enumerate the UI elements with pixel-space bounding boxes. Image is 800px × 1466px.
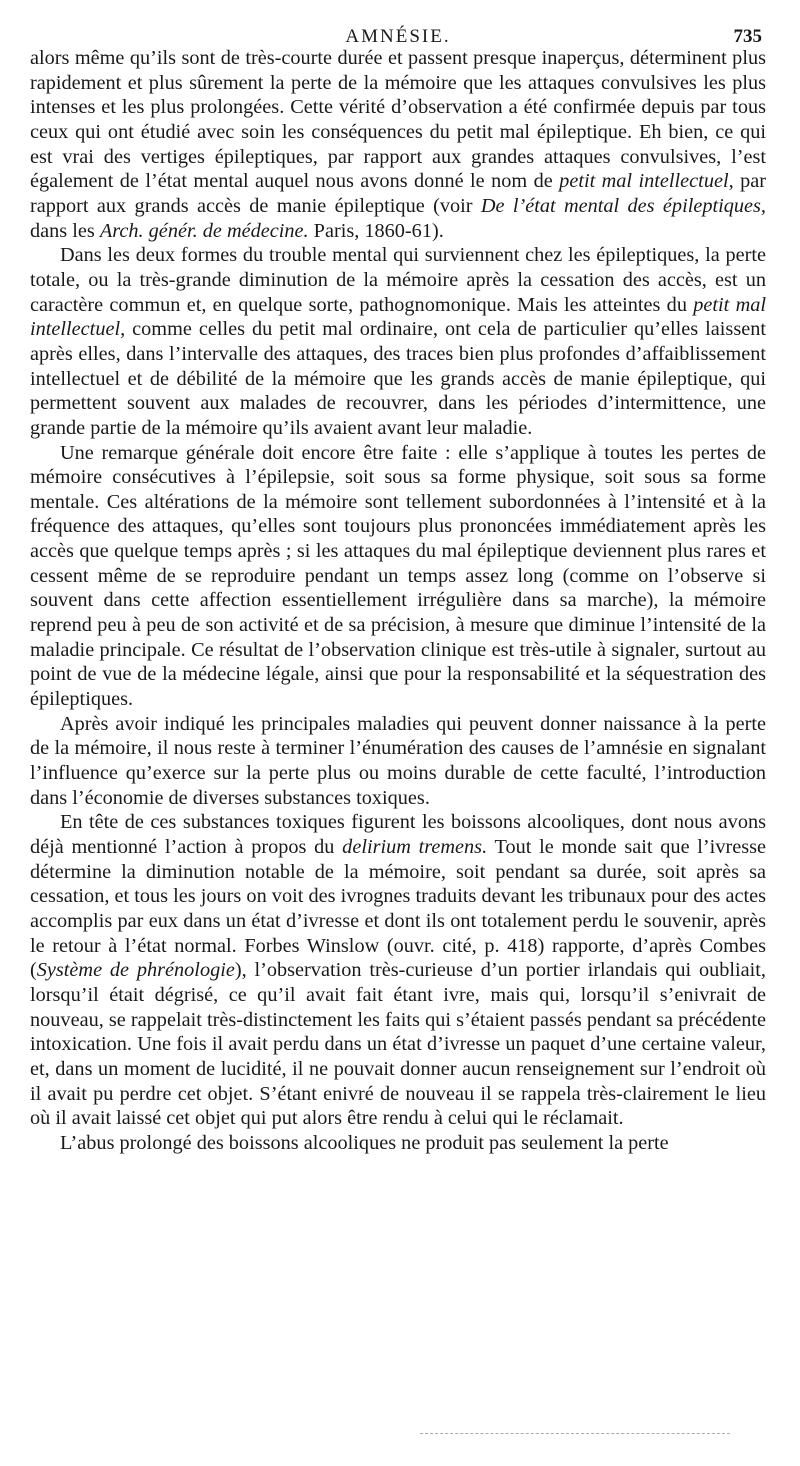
paragraph — [30, 441, 766, 712]
running-head — [30, 0, 766, 46]
italic-text: delirium tremens. — [342, 836, 488, 858]
paragraph — [30, 243, 766, 440]
running-title: AMNÉSIE. — [345, 26, 451, 47]
italic-text: De l’état mental des épileptiques, — [480, 194, 766, 217]
text-run: dans les — [30, 219, 100, 242]
text-run: par rapport aux grands accès de manie épileptique (voir — [30, 170, 766, 217]
text-run: Après avoir indiqué les principales maladies qui peuvent donner naissance à la perte de la mémoire, il nous reste à terminer l’énumération des causes de l’amnésie en signalant l’influence qu’exerce sur la perte plus ou moins durable de cette faculté, l’introduction dans l’économie de diverses substances toxiques. — [30, 712, 766, 809]
footer-rule — [420, 1433, 730, 1435]
body-text — [30, 46, 766, 1156]
italic-text: petit mal intellectuel, — [559, 170, 734, 193]
italic-text: petit mal intellectuel, — [30, 293, 766, 341]
text-run: En tête de ces substances toxiques figurent les boissons alcooliques, dont nous avons déjà mentionné l’action à propos du — [30, 811, 766, 858]
italic-text: Arch. génér. de médecine. — [99, 219, 309, 242]
text-run: Paris, 1860-61). — [308, 219, 444, 242]
paragraph — [30, 810, 766, 1131]
italic-text: Système de phrénologie — [36, 959, 235, 982]
paragraph — [30, 712, 766, 811]
paragraph — [30, 46, 766, 243]
text-run: Tout le monde sait que l’ivresse détermine la diminution notable de la mémoire, soit pendant sa durée, soit après sa cessation, et tous les jours on voit des ivrognes traduits devant les tribunaux pour des actes accomplis par eux dans un état d’ivresse et dont ils ont totalement perdu le souvenir, après le retour à l’état normal. Forbes Winslow (ouvr. cité, p. 418) rapporte, d’après Combes ( — [30, 836, 767, 982]
text-run: alors même qu’ils sont de très-courte durée et passent presque inaperçus, déterminent plus rapidement et plus sûrement la perte de la mémoire que les attaques convulsives les plus intenses et les plus prolongées. Cette vérité d’observation a été confirmée depuis par tous ceux qui ont étudié avec soin les conséquences du petit mal épileptique. Eh bien, ce qui est vrai des vertiges épileptiques, par rapport aux grandes attaques convulsives, l’est également de l’état mental auquel nous avons donné le nom de — [30, 47, 766, 193]
page-number: 735 — [733, 26, 762, 47]
text-run: Dans les deux formes du trouble mental qui surviennent chez les épileptiques, la perte totale, ou la très-grande diminution de la mémoire après la cessation des accès, est un caractère commun et, en quelque sorte, pathognomonique. Mais les atteintes du — [30, 244, 766, 316]
text-run: ), l’observation très-curieuse d’un portier irlandais qui oubliait, lorsqu’il était dégrisé, ce qu’il avait fait étant ivre, mais qui, lorsqu’il s’enivrait de nouveau, se rappelait très-distinctement les faits qui s’étaient passés pendant sa précédente intoxication. Une fois il avait perdu dans un état d’ivresse un paquet d’une certaine valeur, et, dans un moment de lucidité, il ne pouvait donner aucun renseignement sur l’endroit où il avait pu perdre cet objet. S’étant enivré de nouveau il se rappela très-clairement le lieu où il avait laissé cet objet qui put alors être rendu à celui qui le réclamait. — [30, 959, 766, 1130]
paragraph — [30, 1131, 766, 1156]
text-run: L’abus prolongé des boissons alcooliques ne produit pas seulement la perte — [60, 1131, 669, 1154]
text-run: Une remarque générale doit encore être faite : elle s’applique à toutes les pertes de mémoire consécutives à l’épilepsie, soit sous sa forme physique, soit sous sa forme mentale. Ces altérations de la mémoire sont tellement subordonnées à l’intensité et à la fréquence des attaques, qu’elles sont toujours plus prononcées immédiatement après les accès que quelque temps après ; si les attaques du mal épileptique deviennent plus rares et cessent même de se reproduire pendant un temps assez long (comme on l’observe si souvent dans cette affection essentiellement irrégulière dans sa marche), la mémoire reprend peu à peu de son activité et de sa précision, à mesure que diminue l’intensité de la maladie principale. Ce résultat de l’observation clinique est très-utile à signaler, surtout au point de vue de la médecine légale, ainsi que pour la responsabilité et la séquestration des épileptiques. — [30, 441, 766, 711]
text-run: comme celles du petit mal ordinaire, ont cela de particulier qu’elles laissent après elles, dans l’intervalle des attaques, des traces bien plus profondes d’affaiblissement intellectuel et de débilité de la mémoire que les grands accès de manie épileptique, qui permettent souvent aux malades de recouvrer, dans les périodes d’intermittence, une grande partie de la mémoire qu’ils avaient avant leur maladie. — [30, 318, 766, 439]
